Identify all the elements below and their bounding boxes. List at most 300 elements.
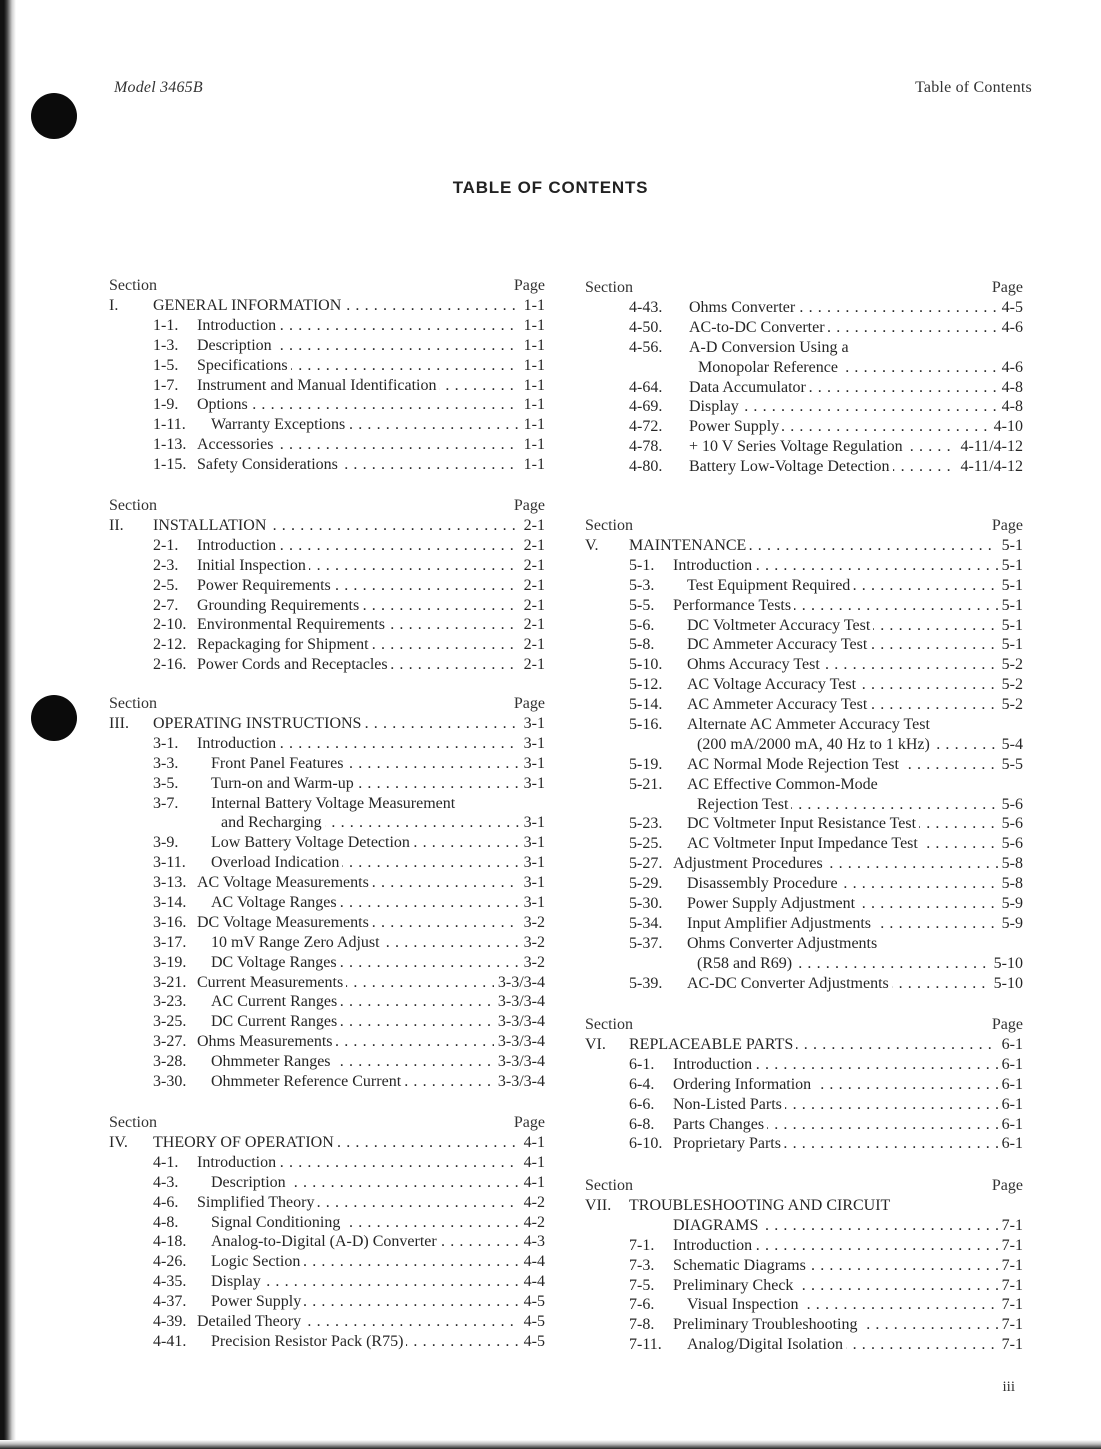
toc-entry[interactable] bbox=[585, 417, 1023, 437]
toc-entry-number: 2-7. bbox=[153, 596, 179, 614]
toc-entry-number: 3-14. bbox=[153, 894, 187, 912]
toc-entry-number: 3-21. bbox=[153, 973, 187, 991]
toc-entry[interactable] bbox=[585, 715, 1023, 735]
toc-entry-label: AC Voltage Ranges bbox=[211, 894, 340, 911]
toc-entry-title bbox=[687, 715, 1023, 735]
toc-entry[interactable] bbox=[109, 596, 545, 616]
toc-entry-title bbox=[687, 914, 1023, 934]
toc-entry-title bbox=[687, 1295, 1023, 1315]
toc-entry-number: 5-29. bbox=[629, 875, 663, 893]
section-column-label: Section bbox=[109, 497, 157, 514]
toc-entry[interactable] bbox=[109, 1153, 545, 1173]
toc-entry[interactable] bbox=[109, 1072, 545, 1092]
toc-entry-page: 5-1 bbox=[998, 635, 1023, 655]
toc-entry-number: 7-8. bbox=[629, 1316, 655, 1334]
toc-entry-page: 5-2 bbox=[998, 695, 1023, 715]
toc-entry[interactable] bbox=[585, 1095, 1023, 1115]
toc-entry[interactable] bbox=[109, 296, 545, 316]
toc-entry-number: 6-6. bbox=[629, 1095, 655, 1113]
toc-block-header bbox=[585, 517, 1023, 536]
page-column-label: Page bbox=[991, 279, 1023, 296]
section-column-label: Section bbox=[109, 277, 157, 294]
toc-entry-title bbox=[211, 933, 545, 953]
toc-entry-page: 2-1 bbox=[520, 635, 545, 655]
toc-entry-title bbox=[697, 954, 1023, 974]
toc-entry[interactable] bbox=[109, 833, 545, 853]
toc-entry-title bbox=[689, 338, 1023, 358]
toc-entry-page: 3-2 bbox=[520, 913, 545, 933]
toc-entry-title bbox=[629, 1196, 1023, 1216]
toc-entry[interactable] bbox=[109, 556, 545, 576]
toc-entry[interactable] bbox=[109, 714, 545, 734]
toc-entry-page: 1-1 bbox=[520, 376, 545, 396]
toc-entry[interactable] bbox=[585, 437, 1023, 457]
toc-entry[interactable] bbox=[109, 893, 545, 913]
toc-entry-page: 4-10 bbox=[990, 417, 1023, 437]
toc-entry[interactable] bbox=[109, 576, 545, 596]
toc-entry-number: 5-19. bbox=[629, 755, 663, 773]
toc-entry-title bbox=[197, 336, 545, 356]
toc-entry-label: REPLACEABLE PARTS bbox=[629, 1036, 796, 1053]
toc-entry[interactable] bbox=[585, 795, 1023, 815]
toc-entry-label: Ohms Converter Adjustments bbox=[687, 935, 880, 952]
toc-entry-number: 4-43. bbox=[629, 299, 663, 316]
toc-entry-page: 3-1 bbox=[520, 734, 545, 754]
toc-entry[interactable] bbox=[585, 1295, 1023, 1315]
toc-entry-number: 4-64. bbox=[629, 378, 663, 396]
toc-entry-page: 3-1 bbox=[520, 754, 545, 774]
toc-entry-title bbox=[687, 675, 1023, 695]
toc-entry-title bbox=[629, 536, 1023, 556]
toc-entry-number: II. bbox=[109, 517, 124, 534]
page-title: TABLE OF CONTENTS bbox=[452, 178, 649, 197]
page-column-label: Page bbox=[513, 695, 545, 712]
toc-entry-title bbox=[197, 913, 545, 933]
toc-entry-title bbox=[687, 616, 1023, 636]
toc-entry[interactable] bbox=[109, 1232, 545, 1252]
toc-entry[interactable] bbox=[585, 616, 1023, 636]
toc-entry[interactable] bbox=[585, 894, 1023, 914]
toc-entry-page: 4-5 bbox=[520, 1332, 545, 1352]
toc-entry-number: 3-27. bbox=[153, 1033, 187, 1051]
toc-entry[interactable] bbox=[585, 1134, 1023, 1154]
toc-entry[interactable] bbox=[585, 695, 1023, 715]
toc-entry-title bbox=[211, 1292, 545, 1312]
toc-entry[interactable] bbox=[585, 1276, 1023, 1296]
toc-entry-title bbox=[673, 1236, 1023, 1256]
toc-entry-title bbox=[689, 298, 1023, 318]
toc-entry-number: 4-26. bbox=[153, 1253, 187, 1271]
toc-entry[interactable] bbox=[109, 734, 545, 754]
toc-entry-number: IV. bbox=[109, 1134, 128, 1151]
toc-entry[interactable] bbox=[109, 754, 545, 774]
toc-entry-number: 3-9. bbox=[153, 834, 179, 852]
toc-entry-page: 4-5 bbox=[520, 1312, 545, 1332]
toc-entry-label: Analog-to-Digital (A-D) Converter bbox=[211, 1233, 440, 1250]
toc-entry-label: DC Voltage Measurements bbox=[197, 914, 372, 931]
toc-entry[interactable] bbox=[585, 874, 1023, 894]
toc-entry[interactable] bbox=[109, 1332, 545, 1352]
toc-entry-number: 1-9. bbox=[153, 396, 179, 414]
toc-entry[interactable] bbox=[109, 913, 545, 933]
toc-entry[interactable] bbox=[585, 1035, 1023, 1055]
toc-entry[interactable] bbox=[585, 318, 1023, 338]
toc-entry[interactable] bbox=[585, 338, 1023, 358]
toc-entry-title bbox=[629, 1035, 1023, 1055]
toc-entry[interactable] bbox=[109, 933, 545, 953]
toc-entry[interactable] bbox=[109, 635, 545, 655]
toc-entry-number: 5-39. bbox=[629, 974, 663, 992]
toc-entry-number: V. bbox=[585, 537, 599, 554]
toc-entry-number: 6-8. bbox=[629, 1115, 655, 1133]
toc-entry-number: 4-72. bbox=[629, 418, 663, 436]
toc-entry-page: 3-1 bbox=[520, 813, 545, 833]
toc-entry[interactable] bbox=[585, 974, 1023, 994]
toc-entry[interactable] bbox=[585, 834, 1023, 854]
toc-entry-page: 2-1 bbox=[520, 596, 545, 616]
toc-entry[interactable] bbox=[109, 1292, 545, 1312]
toc-entry-title bbox=[211, 1213, 545, 1233]
page-column-label: Page bbox=[991, 517, 1023, 534]
toc-entry[interactable] bbox=[109, 813, 545, 833]
header-section-name: Table of Contents bbox=[915, 79, 1032, 96]
toc-entry-number: 2-16. bbox=[153, 656, 187, 674]
toc-entry[interactable] bbox=[585, 536, 1023, 556]
toc-entry[interactable] bbox=[585, 556, 1023, 576]
toc-entry-number: 7-3. bbox=[629, 1256, 655, 1274]
toc-entry[interactable] bbox=[109, 376, 545, 396]
toc-entry[interactable] bbox=[109, 316, 545, 336]
toc-entry-label: Ohmmeter Ranges bbox=[211, 1053, 334, 1070]
toc-entry-page: 3-1 bbox=[520, 774, 545, 794]
toc-block-header bbox=[585, 1177, 1023, 1196]
toc-entry-page: 5-1 bbox=[998, 616, 1023, 636]
toc-entry-title bbox=[673, 1315, 1023, 1335]
toc-entry[interactable] bbox=[585, 298, 1023, 318]
toc-entry[interactable] bbox=[585, 814, 1023, 834]
toc-entry-label: Precision Resistor Pack (R75) bbox=[211, 1333, 406, 1350]
toc-entry-label: Alternate AC Ammeter Accuracy Test bbox=[687, 716, 933, 733]
toc-section-block bbox=[585, 1016, 1023, 1154]
toc-entry-label: AC Voltmeter Input Impedance Test bbox=[687, 835, 921, 852]
toc-entry-number: 6-1. bbox=[629, 1055, 655, 1073]
toc-entry-page: 3-3/3-4 bbox=[494, 973, 545, 993]
toc-entry-page: 5-2 bbox=[998, 675, 1023, 695]
toc-entry-title bbox=[687, 695, 1023, 715]
toc-entry[interactable] bbox=[109, 992, 545, 1012]
toc-entry[interactable] bbox=[585, 457, 1023, 477]
toc-entry-page: 7-1 bbox=[998, 1236, 1023, 1256]
toc-entry-label: Monopolar Reference bbox=[698, 359, 841, 376]
toc-entry-page: 2-1 bbox=[520, 516, 545, 536]
toc-entry-page: 3-1 bbox=[520, 893, 545, 913]
toc-entry[interactable] bbox=[585, 914, 1023, 934]
toc-entry-number: 4-39. bbox=[153, 1313, 187, 1331]
toc-entry[interactable] bbox=[585, 378, 1023, 398]
toc-entry-page: 5-9 bbox=[998, 894, 1023, 914]
toc-entry-number: 3-5. bbox=[153, 774, 179, 792]
toc-entry-label: AC-DC Converter Adjustments bbox=[687, 975, 892, 992]
toc-entry-page: 3-1 bbox=[520, 833, 545, 853]
toc-entry-label: Parts Changes bbox=[673, 1116, 767, 1133]
toc-entry-page: 4-1 bbox=[520, 1133, 545, 1153]
toc-entry[interactable] bbox=[109, 395, 545, 415]
toc-entry-label: Initial Inspection bbox=[197, 557, 309, 574]
toc-entry[interactable] bbox=[109, 1213, 545, 1233]
toc-entry[interactable] bbox=[109, 455, 545, 475]
toc-entry-number: 3-16. bbox=[153, 913, 187, 931]
toc-entry-label: Rejection Test bbox=[697, 796, 791, 813]
toc-entry-number: VII. bbox=[585, 1197, 612, 1214]
toc-entry-number: 5-21. bbox=[629, 775, 663, 793]
toc-entry-title bbox=[697, 795, 1023, 815]
toc-entry-number: 4-37. bbox=[153, 1293, 187, 1311]
toc-entry-title bbox=[153, 1133, 545, 1153]
toc-entry[interactable] bbox=[585, 1315, 1023, 1335]
toc-entry[interactable] bbox=[585, 1236, 1023, 1256]
toc-entry[interactable] bbox=[109, 953, 545, 973]
toc-entry[interactable] bbox=[585, 397, 1023, 417]
section-column-label: Section bbox=[109, 1114, 157, 1131]
toc-entry[interactable] bbox=[109, 973, 545, 993]
scan-edge-bottom bbox=[0, 1440, 1101, 1449]
toc-entry-title bbox=[197, 356, 545, 376]
toc-entry-title bbox=[698, 358, 1023, 378]
toc-entry-label: Grounding Requirements bbox=[197, 597, 362, 614]
toc-entry-title bbox=[197, 455, 545, 475]
toc-entry[interactable] bbox=[585, 1115, 1023, 1135]
toc-entry-label: A-D Conversion Using a bbox=[689, 339, 852, 356]
toc-entry-number: 3-11. bbox=[153, 854, 186, 872]
toc-entry-title bbox=[687, 635, 1023, 655]
toc-entry-page: 5-10 bbox=[990, 954, 1023, 974]
toc-entry-title bbox=[687, 655, 1023, 675]
toc-entry[interactable] bbox=[109, 356, 545, 376]
toc-entry[interactable] bbox=[109, 1312, 545, 1332]
toc-entry-label: Signal Conditioning bbox=[211, 1214, 343, 1231]
toc-entry[interactable] bbox=[585, 1256, 1023, 1276]
toc-entry-number: 5-16. bbox=[629, 716, 663, 734]
toc-entry[interactable] bbox=[585, 755, 1023, 775]
toc-block-header bbox=[109, 695, 545, 714]
toc-entry-label: Ohms Measurements bbox=[197, 1033, 336, 1050]
toc-entry-label: Overload Indication bbox=[211, 854, 342, 871]
toc-entry[interactable] bbox=[585, 1216, 1023, 1236]
toc-entry-page: 5-6 bbox=[998, 795, 1023, 815]
toc-entry-label: Power Supply bbox=[689, 418, 782, 435]
toc-entry-title bbox=[211, 853, 545, 873]
toc-entry[interactable] bbox=[109, 1272, 545, 1292]
toc-entry[interactable] bbox=[109, 794, 545, 814]
toc-entry-page: 6-1 bbox=[998, 1095, 1023, 1115]
toc-entry-page: 1-1 bbox=[520, 356, 545, 376]
toc-entry[interactable] bbox=[109, 536, 545, 556]
toc-entry-page: 7-1 bbox=[998, 1315, 1023, 1335]
toc-entry-page: 5-8 bbox=[998, 874, 1023, 894]
toc-entry-label: Power Supply Adjustment bbox=[687, 895, 858, 912]
toc-entry-number: 2-5. bbox=[153, 576, 179, 594]
toc-entry-page: 5-4 bbox=[998, 735, 1023, 755]
toc-entry-title bbox=[197, 556, 545, 576]
toc-section-block bbox=[585, 517, 1023, 993]
toc-entry[interactable] bbox=[585, 854, 1023, 874]
toc-entry-number: 5-30. bbox=[629, 895, 663, 913]
toc-entry-page: 1-1 bbox=[520, 296, 545, 316]
punch-hole-middle bbox=[31, 695, 77, 741]
toc-entry[interactable] bbox=[109, 853, 545, 873]
toc-entry-title bbox=[153, 296, 545, 316]
toc-entry-page: 3-1 bbox=[520, 714, 545, 734]
toc-entry[interactable] bbox=[109, 1252, 545, 1272]
toc-entry-page: 2-1 bbox=[520, 536, 545, 556]
scan-edge-left bbox=[0, 0, 16, 1449]
toc-entry-label: TROUBLESHOOTING AND CIRCUIT bbox=[629, 1197, 893, 1214]
toc-entry-label: Introduction bbox=[197, 537, 279, 554]
toc-entry-number: 5-25. bbox=[629, 835, 663, 853]
toc-entry-page: 3-2 bbox=[520, 953, 545, 973]
toc-entry[interactable] bbox=[585, 735, 1023, 755]
toc-entry[interactable] bbox=[585, 576, 1023, 596]
toc-entry-title bbox=[687, 814, 1023, 834]
toc-entry-number: 4-41. bbox=[153, 1332, 187, 1350]
toc-entry[interactable] bbox=[109, 1133, 545, 1153]
toc-entry-title bbox=[197, 973, 545, 993]
toc-entry[interactable] bbox=[109, 1193, 545, 1213]
toc-entry-number: 5-23. bbox=[629, 815, 663, 833]
toc-entry-title bbox=[197, 734, 545, 754]
toc-entry[interactable] bbox=[585, 675, 1023, 695]
toc-entry[interactable] bbox=[109, 435, 545, 455]
toc-entry[interactable] bbox=[109, 1032, 545, 1052]
toc-entry-title bbox=[211, 893, 545, 913]
toc-entry-label: DC Current Ranges bbox=[211, 1013, 340, 1030]
toc-entry-page: 4-6 bbox=[998, 318, 1023, 338]
toc-entry[interactable] bbox=[585, 1055, 1023, 1075]
toc-section-block bbox=[109, 1114, 545, 1352]
section-column-label: Section bbox=[585, 517, 633, 534]
toc-entry-number: 4-78. bbox=[629, 438, 663, 456]
toc-entry-number: 1-11. bbox=[153, 416, 186, 434]
toc-entry-number: 1-13. bbox=[153, 436, 187, 454]
toc-entry-title bbox=[689, 417, 1023, 437]
toc-entry[interactable] bbox=[109, 516, 545, 536]
toc-entry-page: 1-1 bbox=[520, 316, 545, 336]
toc-entry[interactable] bbox=[585, 1075, 1023, 1095]
toc-entry-title bbox=[687, 775, 1023, 795]
toc-entry-number: 2-10. bbox=[153, 616, 187, 634]
toc-entry[interactable] bbox=[109, 1012, 545, 1032]
toc-entry[interactable] bbox=[109, 336, 545, 356]
toc-block-header bbox=[585, 1016, 1023, 1035]
toc-entry-page: 7-1 bbox=[998, 1256, 1023, 1276]
toc-entry[interactable] bbox=[585, 1196, 1023, 1216]
toc-entry-number: 1-1. bbox=[153, 316, 179, 334]
toc-entry-page: 5-10 bbox=[990, 974, 1023, 994]
toc-entry-number: 3-30. bbox=[153, 1073, 187, 1091]
toc-entry[interactable] bbox=[109, 1052, 545, 1072]
page-column-label: Page bbox=[991, 1177, 1023, 1194]
toc-entry-page: 5-6 bbox=[998, 814, 1023, 834]
toc-entry-number: I. bbox=[109, 297, 119, 314]
toc-entry-label: Data Accumulator bbox=[689, 379, 809, 396]
toc-entry-number: 4-80. bbox=[629, 458, 663, 476]
toc-entry[interactable] bbox=[109, 615, 545, 635]
toc-entry[interactable] bbox=[585, 655, 1023, 675]
toc-entry[interactable] bbox=[109, 774, 545, 794]
toc-entry-label: Turn-on and Warm-up bbox=[211, 775, 357, 792]
toc-entry[interactable] bbox=[109, 1173, 545, 1193]
toc-entry-title bbox=[197, 1312, 545, 1332]
toc-entry-label: Battery Low-Voltage Detection bbox=[689, 458, 893, 475]
toc-entry-number: III. bbox=[109, 715, 129, 732]
toc-entry[interactable] bbox=[109, 873, 545, 893]
toc-entry-page: 6-1 bbox=[998, 1055, 1023, 1075]
toc-entry-number: 3-17. bbox=[153, 933, 187, 951]
toc-entry-page: 3-1 bbox=[520, 853, 545, 873]
toc-entry-label: Introduction bbox=[673, 1237, 755, 1254]
toc-entry-label: DC Ammeter Accuracy Test bbox=[687, 636, 870, 653]
toc-entry[interactable] bbox=[585, 1335, 1023, 1355]
toc-entry[interactable] bbox=[585, 358, 1023, 378]
toc-entry[interactable] bbox=[585, 596, 1023, 616]
toc-entry[interactable] bbox=[109, 415, 545, 435]
toc-entry-number: 5-14. bbox=[629, 696, 663, 714]
page-column-label: Page bbox=[991, 1016, 1023, 1033]
toc-entry-title bbox=[687, 576, 1023, 596]
toc-entry-number: 4-3. bbox=[153, 1173, 179, 1191]
toc-entry[interactable] bbox=[585, 635, 1023, 655]
toc-entry-title bbox=[673, 1075, 1023, 1095]
toc-block-header bbox=[109, 277, 545, 296]
toc-entry-label: AC Ammeter Accuracy Test bbox=[687, 696, 870, 713]
toc-entry-page: 5-1 bbox=[998, 536, 1023, 556]
toc-entry-number: 3-23. bbox=[153, 993, 187, 1011]
toc-entry[interactable] bbox=[585, 775, 1023, 795]
toc-entry[interactable] bbox=[585, 934, 1023, 954]
toc-entry-number: 6-4. bbox=[629, 1075, 655, 1093]
toc-entry-title bbox=[197, 536, 545, 556]
toc-entry-number: 6-10. bbox=[629, 1135, 663, 1153]
toc-entry-page: 1-1 bbox=[520, 336, 545, 356]
toc-entry-page: 6-1 bbox=[998, 1134, 1023, 1154]
toc-entry-title bbox=[211, 953, 545, 973]
toc-entry-label: AC Normal Mode Rejection Test bbox=[687, 756, 902, 773]
toc-entry-number: 4-8. bbox=[153, 1213, 179, 1231]
toc-entry-page: 3-3/3-4 bbox=[494, 1032, 545, 1052]
toc-entry[interactable] bbox=[585, 954, 1023, 974]
toc-entry-number: 5-1. bbox=[629, 556, 655, 574]
toc-entry-title bbox=[197, 435, 545, 455]
toc-entry-number: 2-1. bbox=[153, 536, 179, 554]
toc-entry-number: 4-69. bbox=[629, 398, 663, 416]
toc-entry-number: 1-15. bbox=[153, 456, 187, 474]
toc-entry-label: OPERATING INSTRUCTIONS bbox=[153, 715, 364, 732]
toc-entry[interactable] bbox=[109, 655, 545, 675]
toc-entry-label: DC Voltmeter Accuracy Test bbox=[687, 617, 873, 634]
toc-entry-number: 4-1. bbox=[153, 1153, 179, 1171]
toc-entry-label: Power Requirements bbox=[197, 577, 334, 594]
toc-entry-label: Preliminary Check bbox=[673, 1277, 796, 1294]
toc-entry-label: Power Cords and Receptacles bbox=[197, 656, 391, 673]
toc-entry-label: GENERAL INFORMATION bbox=[153, 297, 344, 314]
toc-entry-title bbox=[211, 1232, 545, 1252]
toc-entry-title bbox=[673, 854, 1023, 874]
toc-entry-number: 5-12. bbox=[629, 676, 663, 694]
toc-entry-page: 3-3/3-4 bbox=[494, 992, 545, 1012]
toc-entry-title bbox=[197, 395, 545, 415]
toc-entry-label: Ohms Converter bbox=[689, 299, 798, 316]
toc-entry-label: THEORY OF OPERATION bbox=[153, 1134, 337, 1151]
